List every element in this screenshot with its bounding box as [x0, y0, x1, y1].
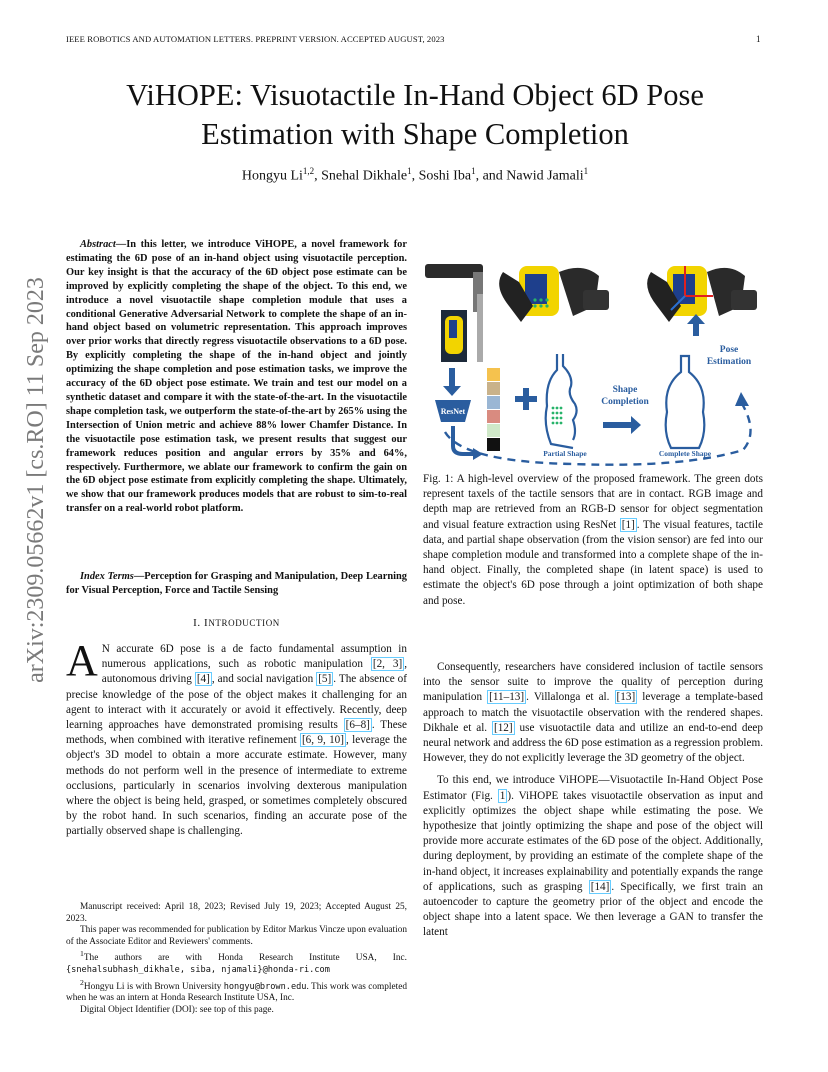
paragraph [423, 773, 763, 940]
caption-text: : A high-level overview of the proposed framework. The green dots represent taxels of the tactile sensors that are in contact. RGB image and depth map are retrieved from an RGB-D sensor for object segmentation and visual feature extraction using ResNet [423, 473, 763, 531]
author-name: Snehal Dikhale [321, 168, 408, 184]
abstract-text: —In this letter, we introduce ViHOPE, a novel framework for estimating the 6D pose of an in-hand object using visuotactile perception. Our key insight is that the accuracy of the 6D object pose estimate can be improved by explicitly completing the shape of the object. To this end, we introduce a novel visuotactile shape completion module that uses a conditional Generative Adversarial Network to complete the shape of an in-hand object based on volumetric representation. This approach improves over prior works that directly regress visuotactile observations to a 6D pose. By explicitly completing the shape of the in-hand object and jointly optimizing the shape completion and pose estimation tasks, we improve the accuracy of the 6D object pose estimate. We train and test our model on a synthetic dataset and compare it with the state-of-the-art. In the visuotactile shape completion task, we outperform the state-of-the-art by 265% using the Intersection of Union metric and achieve 88% lower Chamfer Distance. In the visuotactile pose estimation task, we present results that suggest our framework reduces position and angular errors by 35% and 64%, respectively. Furthermore, we ablate our framework to confirm the gain on the 6D object pose estimate from explicitly completing the shape. Ultimately, we show that our framework produces models that are robust to sim-to-real transfer on a real-world robot platform. [66, 239, 407, 515]
arrow-down-icon [443, 368, 461, 396]
partial-shape-icon [546, 354, 577, 448]
intro-text: , autonomous driving [101, 658, 407, 686]
footnote-mark: 2 [80, 977, 84, 987]
complete-shape-icon [666, 356, 705, 448]
citation-link[interactable]: [4] [196, 673, 210, 686]
footnote [66, 948, 407, 976]
author-list: Hongyu Li$^{1,2}$, Snehal Dikhale$^1$, Soshi Iba$^1$, and Nawid Jamali$^1$ [241, 166, 589, 184]
citation-link[interactable]: [1] [621, 518, 635, 531]
section-heading [66, 617, 407, 629]
citation-link[interactable]: [13] [616, 691, 636, 704]
section-number: I. [193, 617, 201, 629]
intro-text: , and social navigation [211, 673, 317, 686]
arxiv-stamp: arXiv:2309.05662v1 [cs.RO] 11 Sep 2023 [23, 277, 49, 683]
author-affil: 1,2 [302, 166, 315, 176]
footnotes [66, 902, 407, 1017]
footnote-text: Hongyu Li is with Brown University [83, 981, 224, 992]
paper-title [40, 76, 790, 154]
body-text: use visuotactile data and utilize an end-to-end deep neural network and address the 6D pose estimation as a regression problem. However, they do not explicitly leverage the 3D geometry of the object. [423, 721, 763, 765]
robot-rig-illustration [425, 264, 757, 362]
footnote-text: . This work was completed when he was an intern at Honda Research Institute USA, Inc. [66, 981, 407, 1004]
body-text: ). ViHOPE takes visuotactile observation as input and explicitly optimizes the object shape while estimating the pose. We hypothesize that jointly optimizing the shape and pose of the object will provide more accurate estimates of the 6D pose of the object. Additionally, during deployment, by providing an estimate of the complete shape of the in-hand object, it increases explainability and potentially expands the range of applications, such as grasping [423, 789, 763, 893]
citation-link[interactable]: [6–8] [345, 719, 370, 732]
footnote: This paper was recommended for publication by Editor Markus Vincze upon evaluation of the Associate Editor and Reviewers' comments. [66, 925, 407, 947]
page-number: 1 [756, 34, 761, 44]
index-terms-text: —Perception for Grasping and Manipulation, Deep Learning for Visual Perception, Force and Tactile Sensing [66, 571, 407, 596]
body-text-right [423, 660, 763, 948]
author-affil: 1 [583, 166, 589, 176]
author-affil: 1 [471, 166, 476, 176]
figure-link[interactable]: 1 [499, 789, 506, 802]
figure-caption [423, 472, 763, 609]
figure-label: Fig. 1 [423, 473, 451, 485]
citation-link[interactable]: [6, 9, 10] [301, 734, 345, 747]
email-link[interactable]: hongyu@brown.edu [223, 981, 307, 992]
author-name: Hongyu Li [241, 168, 303, 184]
section-title-initial: I [204, 617, 209, 629]
index-terms-lead: Index Terms [80, 571, 134, 582]
pose-estimation-label: Pose [719, 345, 739, 355]
title-line-2: Estimation with Shape Completion [201, 117, 629, 151]
author-affil: 1 [407, 166, 412, 176]
shape-completion-label: Completion [601, 397, 649, 407]
introduction-paragraph [66, 636, 407, 840]
email-list[interactable]: {snehalsubhash_dikhale, siba, njamali}@honda-ri.com [66, 965, 330, 976]
running-header: IEEE ROBOTICS AND AUTOMATION LETTERS. PREPRINT VERSION. ACCEPTED AUGUST, 2023 [66, 34, 445, 44]
shape-completion-label: Shape [612, 385, 638, 395]
abstract [66, 238, 407, 516]
complete-shape-label: Complete Shape [658, 449, 712, 458]
footnote [66, 977, 407, 1005]
index-terms [66, 570, 407, 598]
caption-text: . The visual features, tactile data, and partial shape observation (from the vision sensor) are fed into our shape completion module and transformed into a complete shape of the in-hand object. Finally, the completed shape (in latent space) is used to estimate the object's 6D pose through a joint optimization of both shape and pose. [423, 518, 763, 607]
resnet-label: ResNet [440, 407, 466, 416]
arrow-right-icon [603, 416, 641, 434]
intro-text: . The absence of precise knowledge of the pose of the object makes it challenging for an agent to interact with it accurately or avoid it effectively. Recently, deep learning approaches have demonstrated promising results [66, 673, 407, 732]
citation-link[interactable]: [11–13] [489, 691, 525, 704]
footnote-text: The authors are with Honda Research Institute USA, Inc. [83, 953, 407, 964]
body-text: leverage a template-based approach to match the visuotactile observation with the rendered shapes. Dikhale et al. [423, 691, 763, 734]
footnote: Digital Object Identifier (DOI): see top of this page. [80, 1004, 274, 1015]
partial-shape-label: Partial Shape [543, 449, 587, 458]
body-text: . Specifically, we first train an autoencoder to capture the geometry prior of the object and encode the object shape into a latent space. We then leverage a GAN to transfer the latent [423, 880, 763, 939]
framework-diagram [423, 236, 766, 468]
author-name: Soshi Iba [418, 168, 472, 184]
footnote: Manuscript received: April 18, 2023; Revised July 19, 2023; Accepted August 25, 2023. [66, 902, 407, 924]
body-text: . Villalonga et al. [526, 691, 615, 704]
paragraph [423, 660, 763, 766]
author-name: Nawid Jamali [506, 168, 584, 184]
intro-text: . These methods, when combined with iterative refinement [66, 719, 407, 747]
citation-link[interactable]: [2, 3] [372, 658, 403, 671]
citation-link[interactable]: [5] [318, 673, 332, 686]
intro-text: N accurate 6D pose is a de facto fundamental assumption in numerous applications, such as robotic manipulation [101, 643, 407, 671]
feature-strip [487, 368, 500, 451]
intro-text: , leverage the object's 3D model to obtain a more accurate estimate. However, many methods do not perform well in the presence of intermediate to extreme occlusions, particularly in scenarios involving dexterous manipulation where the object is being held, grasped, or sometimes completely obscured by the robot hand. In such scenarios, finding an accurate pose of the partially observed shape is challenging. [66, 734, 407, 838]
arrow-up-icon [735, 392, 749, 406]
citation-link[interactable]: [14] [590, 880, 610, 893]
citation-link[interactable]: [12] [493, 721, 513, 734]
arrow-up-icon [687, 314, 705, 336]
drop-cap: A [66, 636, 98, 685]
body-text: Consequently, researchers have considered inclusion of tactile sensors into the sensor suite to improve the quality of perception during manipulation [423, 661, 763, 704]
section-title-rest: NTRODUCTION [208, 618, 280, 628]
plus-icon [515, 388, 537, 410]
body-text: To this end, we introduce ViHOPE—Visuotactile In-Hand Object Pose Estimator (Fig. [423, 774, 763, 802]
footnote-mark: 1 [80, 949, 84, 959]
pose-estimation-label: Estimation [706, 357, 752, 367]
abstract-lead: Abstract [80, 239, 116, 250]
title-line-1: ViHOPE: Visuotactile In-Hand Object 6D Pose [126, 78, 704, 112]
figure-1 [423, 236, 766, 468]
